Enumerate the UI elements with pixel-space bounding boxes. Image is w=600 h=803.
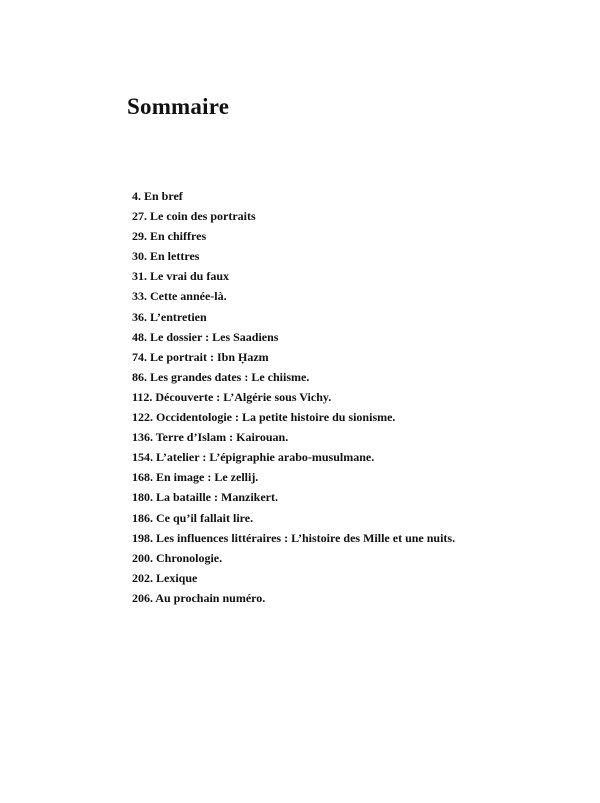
toc-item: 136. Terre d’Islam : Kairouan. <box>132 430 289 445</box>
toc-item: 48. Le dossier : Les Saadiens <box>132 329 279 344</box>
toc-item: 86. Les grandes dates : Le chiisme. <box>132 369 310 384</box>
toc-item: 36. L’entretien <box>132 309 207 324</box>
toc-item: 33. Cette année-là. <box>132 289 227 304</box>
toc-item: 74. Le portrait : Ibn Ḥazm <box>132 349 269 364</box>
toc-item: 112. Découverte : L’Algérie sous Vichy. <box>132 389 332 404</box>
toc-item: 168. En image : Le zellij. <box>132 470 259 485</box>
toc-item: 186. Ce qu’il fallait lire. <box>132 510 254 525</box>
table-of-contents <box>132 186 455 608</box>
toc-item: 29. En chiffres <box>132 229 207 244</box>
toc-item: 122. Occidentologie : La petite histoire du sionisme. <box>132 410 396 425</box>
toc-item: 154. L’atelier : L’épigraphie arabo-musulmane. <box>132 450 375 465</box>
toc-item: 4. En bref <box>132 189 183 203</box>
toc-item: 198. Les influences littéraires : L’histoire des Mille et une nuits. <box>132 530 456 545</box>
toc-item: 27. Le coin des portraits <box>132 209 256 224</box>
toc-item: 31. Le vrai du faux <box>132 269 230 284</box>
page-title: Sommaire <box>127 94 230 119</box>
toc-item: 30. En lettres <box>132 249 200 264</box>
toc-item: 200. Chronologie. <box>132 550 223 565</box>
toc-item: 206. Au prochain numéro. <box>132 590 266 605</box>
toc-item: 180. La bataille : Manzikert. <box>132 490 278 505</box>
toc-item: 202. Lexique <box>132 570 198 585</box>
